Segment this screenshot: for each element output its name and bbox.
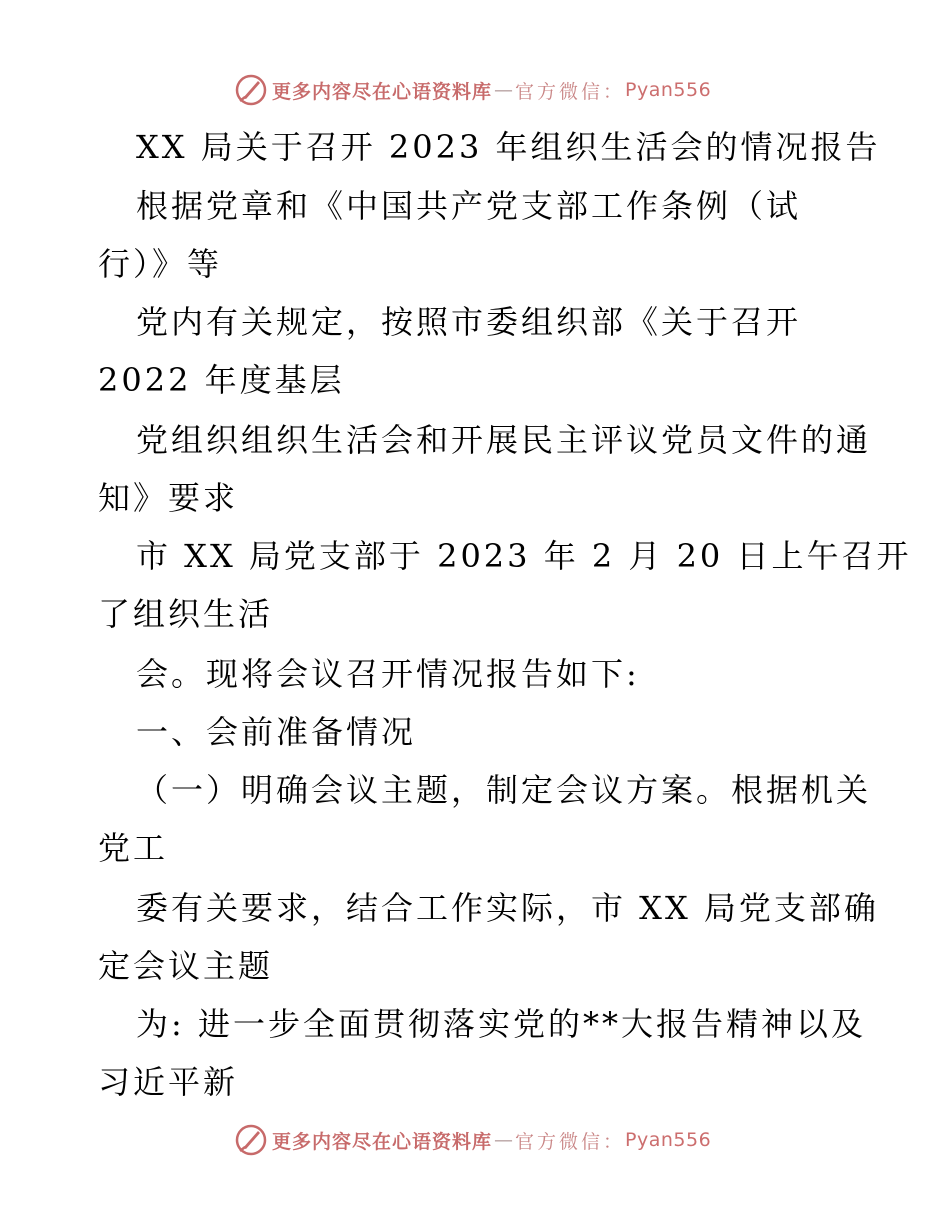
- watermark-main-text: 更多内容尽在心语资料库: [272, 80, 493, 103]
- body-line: 习近平新: [98, 1063, 239, 1101]
- body-line: 党组织组织生活会和开展民主评议党员文件的通: [136, 421, 872, 459]
- body-line: 党工: [98, 829, 169, 867]
- body-line: 会。现将会议召开情况报告如下:: [136, 655, 640, 693]
- body-line: 行）》等: [98, 245, 223, 283]
- body-line: 根据党章和《中国共产党支部工作条例（试: [136, 187, 802, 225]
- body-line: 市 XX 局党支部于 2023 年 2 月 20 日上午召开: [136, 537, 912, 575]
- body-line: （一）明确会议主题，制定会议方案。根据机关: [136, 771, 872, 809]
- footer-watermark: [234, 1122, 711, 1158]
- watermark-wechat-id: Pyan556: [625, 1129, 712, 1151]
- body-line: 党内有关规定，按照市委组织部《关于召开: [136, 303, 802, 341]
- watermark-wechat-id: Pyan556: [625, 79, 712, 101]
- quill-logo-icon: [234, 73, 268, 107]
- watermark-main-text: 更多内容尽在心语资料库: [272, 1130, 493, 1153]
- body-line: 了组织生活: [98, 595, 274, 633]
- header-watermark: [234, 72, 711, 108]
- watermark-wechat-label: 官方微信：: [515, 1130, 626, 1153]
- body-line: 2022 年度基层: [98, 361, 345, 399]
- body-line: 定会议主题: [98, 947, 274, 985]
- quill-logo-icon: [234, 1123, 268, 1157]
- body-line: 为: 进一步全面贯彻落实党的**大报告精神以及: [136, 1005, 866, 1043]
- watermark-separator: —: [494, 1129, 514, 1151]
- body-line: 知》要求: [98, 479, 239, 517]
- document-title: XX 局关于召开 2023 年组织生活会的情况报告: [136, 128, 881, 166]
- body-line: 委有关要求，结合工作实际，市 XX 局党支部确: [136, 889, 879, 927]
- watermark-wechat-label: 官方微信：: [515, 80, 626, 103]
- watermark-separator: —: [494, 79, 514, 101]
- section-heading: 一、会前准备情况: [136, 713, 417, 751]
